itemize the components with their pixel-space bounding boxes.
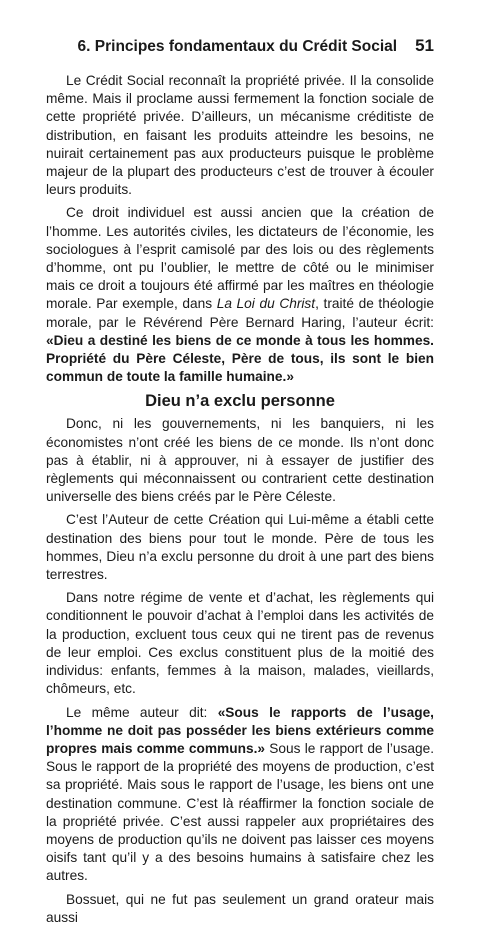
book-title: La Loi du Christ xyxy=(216,296,316,312)
paragraph-7: Bossuet, qui ne fut pas seulement un grand orateur mais aussi xyxy=(46,891,434,925)
quotation-2: «Sous le rapports de l’usage, l’homme ne doit pas posséder les biens extérieurs comme propres mais comme communs.» xyxy=(46,704,434,756)
paragraph-6-text-a: Le même auteur dit: xyxy=(66,704,218,720)
paragraph-2-text-b: , traité de théologie morale, par le Révérend Père Bernard Haring, l’auteur écrit: xyxy=(46,296,434,330)
paragraph-5: Dans notre régime de vente et d’achat, les règlements qui conditionnent le pouvoir d’achat à l’emploi dans les activités de la production, excluent tous ceux qui ne tirent pas de revenus de leur emploi. Ces exclus constituent plus de la moitié des individus: enfants, femmes à la maison, malades, vieillards, chômeurs, etc. xyxy=(46,590,434,697)
paragraph-6-text-b: Sous le rapport de l’usage. Sous le rapport de la propriété des moyens de production, c’est sa propriété. Mais sous le rapport de l’usage, les biens ont une destination commune. C’est là réaffirmer la fonction sociale de la propriété privée. C’est aussi rappeler aux propriétaires des moyens de production qu’ils ne doivent pas laisser ces moyens oisifs tant qu’il y a des besoins humains à satisfaire chez les autres. xyxy=(46,740,434,884)
paragraph-2-text-a: Ce droit individuel est aussi ancien que la création de l’homme. Les autorités civiles, les dictateurs de l’économie, les sociologues à l’esprit camisolé par des lois ou des règlements d’homme, ont pu l’oublier, le mettre de côté ou le minimiser mais ce droit a toujours été affirmé par les maîtres en théologie morale. Par exemple, dans xyxy=(46,205,434,312)
paragraph-6 xyxy=(46,704,434,886)
quotation-1: «Dieu a destiné les biens de ce monde à tous les hommes. Propriété du Père Céleste, Père de tous, ils sont le bien commun de toute la famille humaine.» xyxy=(46,332,434,385)
paragraph-3: Donc, ni les gouvernements, ni les banquiers, ni les économistes n’ont créé les biens de ce monde. Ils n’ont donc pas à établir, ni à approuver, ni à essayer de justifier des règlements qui méconnaissent ou contrarient cette destination universelle des biens créés par le Père Céleste. xyxy=(46,416,434,505)
running-header xyxy=(46,36,434,56)
chapter-title: 6. Principes fondamentaux du Crédit Social xyxy=(77,38,398,55)
book-page xyxy=(46,36,434,932)
paragraph-1: Le Crédit Social reconnaît la propriété privée. Il la consolide même. Mais il proclame aussi fermement la fonction sociale de cette propriété privée. D’ailleurs, un mécanisme créditiste de distribution, en faisant les produits atteindre les besoins, ne nuirait certainement pas aux producteurs puisque le problème majeur de la plupart des producteurs c’est de trouver à écouler leurs produits. xyxy=(46,73,434,198)
paragraph-2 xyxy=(46,204,434,386)
page-number: 51 xyxy=(415,36,434,55)
section-heading: Dieu n’a exclu personne xyxy=(145,392,335,411)
paragraph-4: C’est l’Auteur de cette Création qui Lui-même a établi cette destination des biens pour tout le monde. Père de tous les hommes, Dieu n’a exclu personne du droit à une part des biens terrestres. xyxy=(46,512,434,583)
